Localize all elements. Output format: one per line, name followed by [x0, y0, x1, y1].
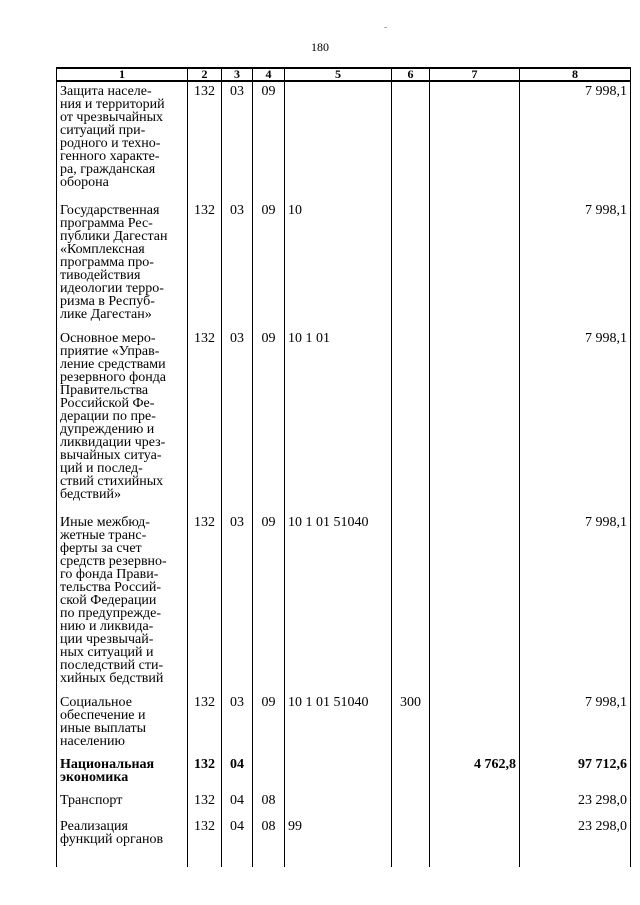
table-row: [57, 329, 631, 513]
cell-col-3: 03: [222, 693, 253, 755]
cell-col-7: [430, 329, 520, 513]
row-name: Иные межбюд- жетные транс- ферты за счет средств резервно- го фонда Прави- тельства Россий- ской Федерации по предупрежде- нию и ликвида- ции чрезвычай- ных ситуаций и последствий сти- хийных бедствий: [57, 513, 188, 693]
cell-col-2: 132: [188, 201, 222, 329]
column-header-8: 8: [520, 68, 631, 81]
cell-col-2: 132: [188, 693, 222, 755]
cell-col-3: 03: [222, 201, 253, 329]
cell-col-7: [430, 513, 520, 693]
cell-col-6: [392, 201, 430, 329]
cell-col-3: 03: [222, 81, 253, 201]
cell-col-7: [430, 791, 520, 817]
cell-col-8: 23 298,0: [520, 817, 631, 867]
cell-col-6: [392, 81, 430, 201]
column-header-7: 7: [430, 68, 520, 81]
cell-col-5: [285, 81, 392, 201]
cell-col-6: [392, 817, 430, 867]
cell-col-3: 03: [222, 329, 253, 513]
cell-col-5: 10 1 01 51040: [285, 693, 392, 755]
budget-table: [56, 67, 631, 867]
cell-col-6: [392, 513, 430, 693]
cell-col-2: 132: [188, 513, 222, 693]
cell-col-2: 132: [188, 817, 222, 867]
cell-col-7: [430, 201, 520, 329]
cell-col-4: 08: [253, 791, 285, 817]
cell-col-2: 132: [188, 755, 222, 791]
cell-col-8: 97 712,6: [520, 755, 631, 791]
table-row: [57, 693, 631, 755]
top-mark: -: [384, 22, 388, 33]
cell-col-4: 09: [253, 81, 285, 201]
row-name: Основное меро- приятие «Управ- ление средствами резервного фонда Правительства Российской Фе- дерации по пре- дупреждению и ликвидации чрез- вычайных ситуа- ций и послед- ствий стихийных бедствий»: [57, 329, 188, 513]
cell-col-5: 99: [285, 817, 392, 867]
cell-col-4: 09: [253, 329, 285, 513]
cell-col-6: 300: [392, 693, 430, 755]
cell-col-5: 10 1 01: [285, 329, 392, 513]
column-header-5: 5: [285, 68, 392, 81]
cell-col-4: 09: [253, 693, 285, 755]
cell-col-8: 23 298,0: [520, 791, 631, 817]
table-row: [57, 81, 631, 201]
column-header-1: 1: [57, 68, 188, 81]
cell-col-3: 04: [222, 817, 253, 867]
cell-col-5: [285, 755, 392, 791]
cell-col-6: [392, 329, 430, 513]
column-header-4: 4: [253, 68, 285, 81]
header-row: [57, 68, 631, 81]
page-number: 180: [311, 40, 329, 54]
cell-col-7: 4 762,8: [430, 755, 520, 791]
cell-col-3: 03: [222, 513, 253, 693]
cell-col-7: [430, 81, 520, 201]
row-name: Социальное обеспечение и иные выплаты населению: [57, 693, 188, 755]
cell-col-5: 10: [285, 201, 392, 329]
row-name: Защита населе- ния и территорий от чрезвычайных ситуаций при- родного и техно- генного характе- ра, гражданская оборона: [57, 81, 188, 201]
cell-col-8: 7 998,1: [520, 81, 631, 201]
cell-col-3: 04: [222, 755, 253, 791]
cell-col-7: [430, 693, 520, 755]
cell-col-7: [430, 817, 520, 867]
row-name: Национальная экономика: [57, 755, 188, 791]
cell-col-8: 7 998,1: [520, 693, 631, 755]
cell-col-2: 132: [188, 791, 222, 817]
cell-col-4: 09: [253, 513, 285, 693]
table-body: [57, 81, 631, 867]
cell-col-6: [392, 791, 430, 817]
column-header-2: 2: [188, 68, 222, 81]
cell-col-4: 08: [253, 817, 285, 867]
cell-col-8: 7 998,1: [520, 513, 631, 693]
cell-col-4: [253, 755, 285, 791]
row-name: Государственная программа Рес- публики Дагестан «Комплексная программа про- тиводействия идеологии терро- ризма в Респуб- лике Дагестан»: [57, 201, 188, 329]
table-row: [57, 755, 631, 791]
table-row: [57, 817, 631, 867]
row-name: Транспорт: [57, 791, 188, 817]
column-header-3: 3: [222, 68, 253, 81]
row-name: Реализация функций органов: [57, 817, 188, 867]
cell-col-8: 7 998,1: [520, 329, 631, 513]
cell-col-2: 132: [188, 81, 222, 201]
cell-col-8: 7 998,1: [520, 201, 631, 329]
cell-col-5: 10 1 01 51040: [285, 513, 392, 693]
table-row: [57, 791, 631, 817]
column-header-6: 6: [392, 68, 430, 81]
table-row: [57, 201, 631, 329]
cell-col-4: 09: [253, 201, 285, 329]
cell-col-5: [285, 791, 392, 817]
cell-col-3: 04: [222, 791, 253, 817]
table-row: [57, 513, 631, 693]
cell-col-2: 132: [188, 329, 222, 513]
cell-col-6: [392, 755, 430, 791]
